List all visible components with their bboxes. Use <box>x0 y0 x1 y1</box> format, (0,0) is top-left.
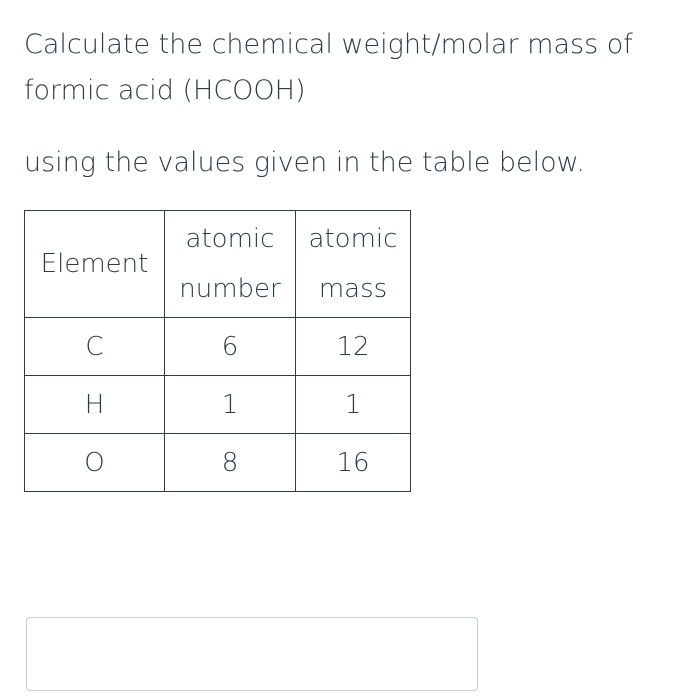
question-line-1: Calculate the chemical weight/molar mass of <box>24 29 633 60</box>
cell-element: O <box>25 434 165 492</box>
question-line-2: formic acid (HCOOH) <box>24 75 306 106</box>
header-atomic-number-line1: atomic <box>185 224 275 254</box>
cell-atomic-number: 1 <box>165 376 296 434</box>
table-row <box>25 376 411 434</box>
cell-atomic-mass: 16 <box>296 434 411 492</box>
cell-atomic-mass: 12 <box>296 318 411 376</box>
cell-atomic-number: 8 <box>165 434 296 492</box>
table-row <box>25 434 411 492</box>
cell-element: C <box>25 318 165 376</box>
cell-element: H <box>25 376 165 434</box>
cell-atomic-number: 6 <box>165 318 296 376</box>
header-element: Element <box>25 211 165 318</box>
answer-input[interactable] <box>26 617 478 691</box>
cell-atomic-mass: 1 <box>296 376 411 434</box>
question-text <box>24 22 674 114</box>
question-instruction: using the values given in the table below. <box>24 147 585 178</box>
table-header-row <box>25 211 411 318</box>
header-atomic-mass-line1: atomic <box>308 224 398 254</box>
header-atomic-mass <box>296 211 411 318</box>
element-table <box>24 210 411 492</box>
table-row <box>25 318 411 376</box>
header-atomic-number <box>165 211 296 318</box>
header-atomic-mass-line2: mass <box>318 274 388 304</box>
header-atomic-number-line2: number <box>179 274 281 304</box>
